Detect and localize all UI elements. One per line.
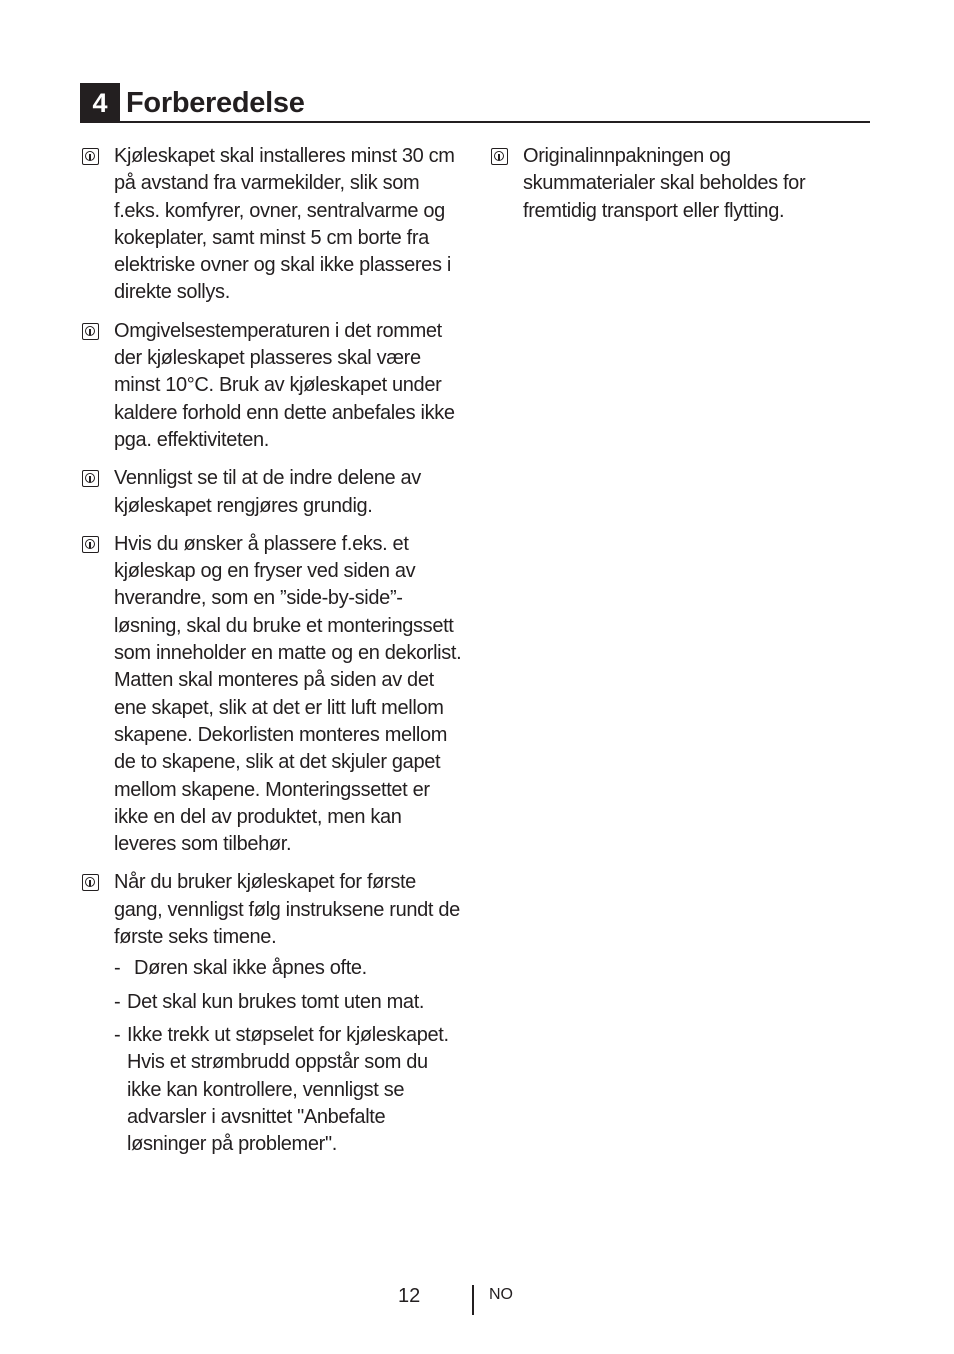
note xyxy=(491,143,836,225)
list-item-text: Ikke trekk ut støpselet for kjøleskapet. Hvis et strømbrudd oppstår som du ikke kan kontrollere, vennligst se advarsler i avsnittet "Anbefalte løsninger på problemer". xyxy=(127,1023,449,1156)
note-text: Omgivelsestemperaturen i det rommet der kjøleskapet plasseres skal være minst 10°C. Bruk av kjøleskapet under kaldere forhold enn dette anbefales ikke pga. effektiviteten. xyxy=(114,319,455,451)
list-item-text: Døren skal ikke åpnes ofte. xyxy=(134,957,367,980)
list-dash: - xyxy=(114,1023,121,1046)
info-icon xyxy=(491,148,508,165)
info-icon xyxy=(82,536,99,553)
info-icon xyxy=(82,470,99,487)
note-text: Kjøleskapet skal installeres minst 30 cm på avstand fra varmekilder, slik som f.eks. komfyrer, ovner, sentralvarme og kokeplater, samt minst 5 cm borte fra elektriske ovner og skal ikke plasseres i direkte sollys. xyxy=(114,145,455,304)
info-icon xyxy=(82,148,99,165)
section-heading xyxy=(80,83,870,123)
note-text: Vennligst se til at de indre delene av kjøleskapet rengjøres grundig. xyxy=(114,467,421,517)
first-use-list xyxy=(114,955,467,1158)
list-item xyxy=(114,1022,467,1158)
left-column xyxy=(82,143,467,1169)
list-item xyxy=(114,989,467,1016)
section-number: 4 xyxy=(80,83,120,121)
note-text: Originalinnpakningen og skummaterialer skal beholdes for fremtidig transport eller flytting. xyxy=(523,145,806,222)
footer-divider xyxy=(472,1285,474,1315)
info-icon xyxy=(82,874,99,891)
note-text: Hvis du ønsker å plassere f.eks. et kjøleskap og en fryser ved siden av hverandre, som en ”side-by-side”-løsning, skal du bruke et monteringssett som inneholder en matte og en dekorlist. Matten skal monteres på siden av det ene skapet, slik at det er litt luft mellom skapene. Dekorlisten monteres mellom de to skapene, slik at det skjuler gapet mellom skapene. Monteringssettet er ikke en del av produktet, men kan leveres som tilbehør. xyxy=(114,532,462,856)
note xyxy=(82,531,467,859)
language-code: NO xyxy=(489,1286,513,1303)
info-icon xyxy=(82,323,99,340)
list-item xyxy=(114,955,467,982)
section-title: Forberedelse xyxy=(126,87,305,119)
right-column xyxy=(491,143,836,236)
page-number: 12 xyxy=(398,1285,421,1307)
note xyxy=(82,465,467,520)
note xyxy=(82,869,467,1158)
list-item-text: Det skal kun brukes tomt uten mat. xyxy=(127,990,425,1013)
note xyxy=(82,318,467,454)
list-dash: - xyxy=(114,957,121,980)
note xyxy=(82,143,467,307)
note-text: Når du bruker kjøleskapet for første gang, vennligst følg instruksene rundt de første seks timene. xyxy=(114,871,460,949)
list-dash: - xyxy=(114,990,121,1013)
